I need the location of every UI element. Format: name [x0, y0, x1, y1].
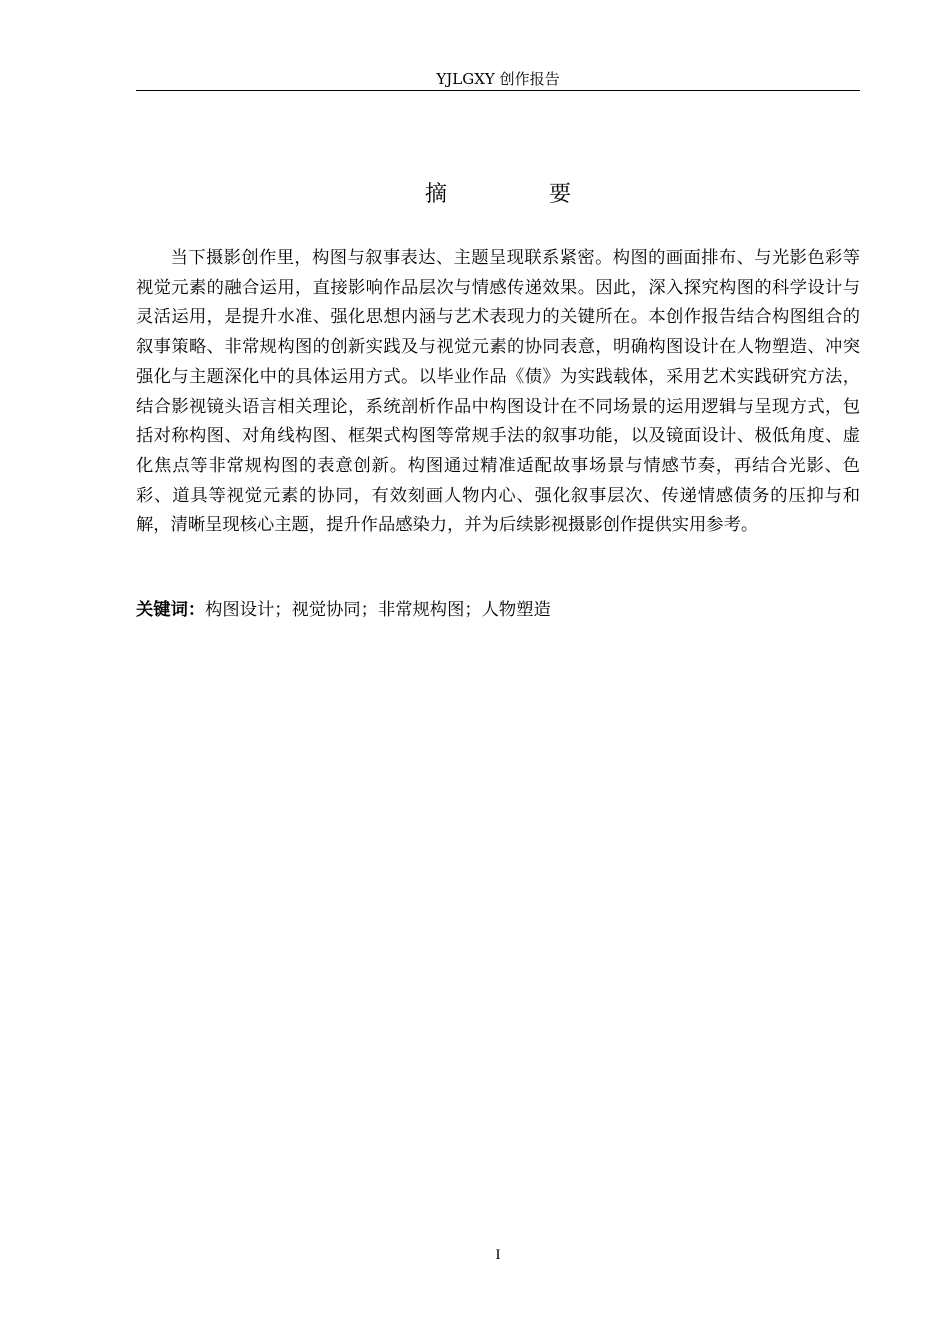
keywords-line [136, 596, 860, 626]
keywords-label: 关键词： [136, 600, 206, 620]
running-header: YJLGXY 创作报告 [436, 70, 560, 88]
header-rule [136, 90, 860, 91]
page-number: I [495, 1247, 501, 1263]
keywords-list: 构图设计；视觉协同；非常规构图；人物塑造 [205, 600, 551, 620]
abstract-title: 摘 要 [424, 182, 611, 207]
abstract-body: 当下摄影创作里，构图与叙事表达、主题呈现联系紧密。构图的画面排布、与光影色彩等视觉元素的融合运用，直接影响作品层次与情感传递效果。因此，深入探究构图的科学设计与灵活运用，是提升水准、强化思想内涵与艺术表现力的关键所在。本创作报告结合构图组合的叙事策略、非常规构图的创新实践及与视觉元素的协同表意，明确构图设计在人物塑造、冲突强化与主题深化中的具体运用方式。以毕业作品《债》为实践载体，采用艺术实践研究方法，结合影视镜头语言相关理论，系统剖析作品中构图设计在不同场景的运用逻辑与呈现方式，包括对称构图、对角线构图、框架式构图等常规手法的叙事功能，以及镜面设计、极低角度、虚化焦点等非常规构图的表意创新。构图通过精准适配故事场景与情感节奏，再结合光影、色彩、道具等视觉元素的协同，有效刻画人物内心、强化叙事层次、传递情感债务的压抑与和解，清晰呈现核心主题，提升作品感染力，并为后续影视摄影创作提供实用参考。 [136, 248, 860, 536]
